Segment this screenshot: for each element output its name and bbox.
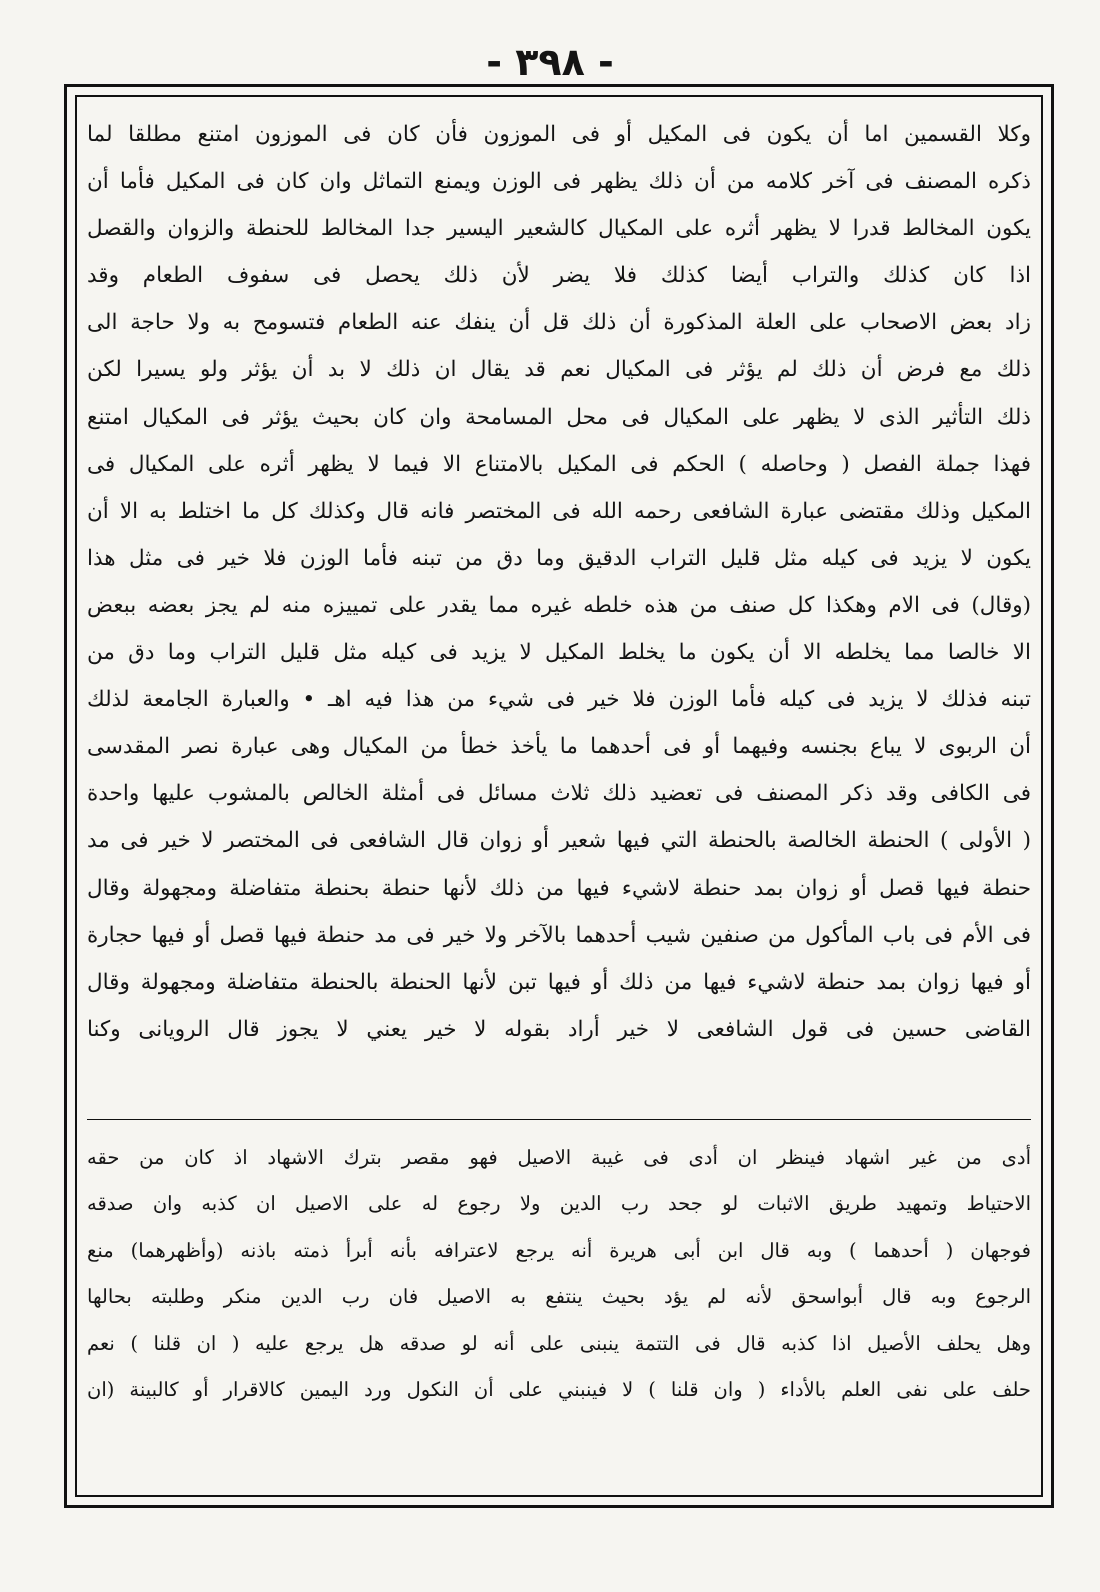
footnote-line: حلف على نفى العلم بالأداء ( وان قلنا ) لا فينبني على أن النكول ورد اليمين كالاقرار أو كالبينة (ان bbox=[87, 1377, 1031, 1401]
main-line: حنطة فيها قصل أو زوان بمد حنطة لاشيء فيها من ذلك لأنها حنطة بحنطة متفاضلة ومجهولة وقال bbox=[87, 875, 1031, 901]
main-line: تبنه فذلك لا يزيد فى كيله فأما الوزن فلا خير فى شيء من هذا فيه اهـ • والعبارة الجامعة لذلك bbox=[87, 687, 1031, 713]
page-number: - ٣٩٨ - bbox=[486, 40, 614, 84]
main-line: القاضى حسين فى قول الشافعى لا خير أراد بقوله لا خير يعني لا يجوز قال الرويانى وكنا bbox=[87, 1016, 1031, 1042]
main-line: ( الأولى ) الحنطة الخالصة بالحنطة التي فيها شعير أو زوان قال الشافعى فى المختصر لا خير فى مد bbox=[87, 828, 1031, 854]
page-frame bbox=[64, 84, 1054, 1508]
page-frame-inner bbox=[75, 95, 1043, 1497]
footnote-separator bbox=[87, 1119, 1031, 1120]
main-line: ذلك مع فرض أن ذلك لم يؤثر فى المكيال نعم قد يقال ان ذلك لا بد أن يؤثر ولو يسيرا لكن bbox=[87, 357, 1031, 383]
main-line: ذلك التأثير الذى لا يظهر على المكيال فى محل المسامحة وان كان بحيث يؤثر فى المكيال امتنع bbox=[87, 404, 1031, 430]
main-line: وكلا القسمين اما أن يكون فى المكيل أو فى الموزون فأن كان فى الموزون امتنع مطلقا لما bbox=[87, 122, 1031, 147]
main-line: فى الكافى وقد ذكر المصنف فى تعضيد ذلك ثلاث مسائل فى أمثلة الخالص بالمشوب عليها واحدة bbox=[87, 781, 1031, 807]
main-line: فهذا جملة الفصل ( وحاصله ) الحكم فى المكيل بالامتناع الا فيما لا يظهر أثره على المكيال فى bbox=[87, 451, 1031, 477]
main-line: ذكره المصنف فى آخر كلامه من أن ذلك يظهر فى الوزن ويمنع التماثل وان كان فى المكيل فأما أن bbox=[87, 169, 1031, 195]
main-text bbox=[87, 111, 1031, 1101]
main-line: يكون لا يزيد فى كيله مثل قليل التراب الدقيق وما دق من تبنه فأما الوزن فلا خير فى مثل هذا bbox=[87, 545, 1031, 571]
main-line: يكون المخالط قدرا لا يظهر أثره على المكيال كالشعير اليسير جدا المخالط للحنطة والزوان والقصل bbox=[87, 216, 1031, 242]
footnote-text bbox=[87, 1135, 1031, 1485]
main-line: زاد بعض الاصحاب على العلة المذكورة أن ذلك قل أن ينفك عنه الطعام فتسومح به ولا حاجة الى bbox=[87, 310, 1031, 336]
main-line: الا خالصا مما يخلطه الا أن يكون ما يخلط المكيل لا يزيد فى كيله مثل قليل التراب وما دق من bbox=[87, 640, 1031, 666]
footnote-line: فوجهان ( أحدهما ) وبه قال ابن أبى هريرة أنه يرجع لاعترافه بأنه أبرأ ذمته باذنه (وأظهرهما) منع bbox=[87, 1238, 1031, 1262]
main-line: (وقال) فى الام وهكذا كل صنف من هذه خلطه غيره مما يقدر على تمييزه منه لم يجز بعضه ببعض bbox=[87, 592, 1031, 618]
main-line: أو فيها زوان بمد حنطة لاشيء فيها من ذلك أو فيها تبن لأنها الحنطة بالحنطة متفاضلة ومجهولة وقال bbox=[87, 969, 1031, 995]
main-line: اذا كان كذلك والتراب أيضا كذلك فلا يضر لأن ذلك يحصل فى سفوف الطعام وقد bbox=[87, 263, 1031, 289]
main-line: فى الأم فى باب المأكول من صنفين شيب أحدهما بالآخر ولا خير فى مد حنطة فيها قصل أو فيها حجارة bbox=[87, 922, 1031, 948]
main-line: المكيل وذلك مقتضى عبارة الشافعى رحمه الله فى المختصر فانه قال وكذلك كل ما اختلط به الا أن bbox=[87, 498, 1031, 524]
footnote-line: الاحتياط وتمهيد طريق الاثبات لو جحد رب الدين ولا رجوع له على الاصيل ان كذبه وان صدقه bbox=[87, 1192, 1031, 1216]
footnote-line: الرجوع وبه قال أبواسحق لأنه لم يؤد بحيث ينتفع به الاصيل فان رب الدين منكر وطلبته بحالها bbox=[87, 1285, 1031, 1309]
footnote-line: أدى من غير اشهاد فينظر ان أدى فى غيبة الاصيل فهو مقصر بترك الاشهاد اذ كان من حقه bbox=[87, 1146, 1031, 1169]
main-line: أن الربوى لا يباع بجنسه وفيهما أو فى أحدهما ما يأخذ خطأ من المكيال وهى عبارة نصر المقدسى bbox=[87, 734, 1031, 760]
footnote-line: وهل يحلف الأصيل اذا كذبه قال فى التتمة ينبنى على أنه لو صدقه هل يرجع عليه ( ان قلنا ) نعم bbox=[87, 1331, 1031, 1355]
